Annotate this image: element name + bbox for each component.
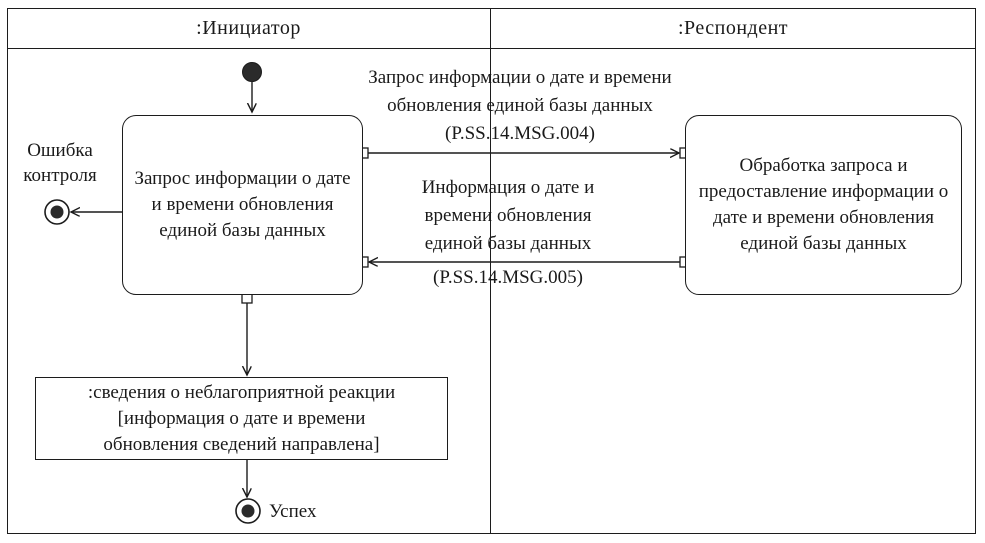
- success-final-label: Успех: [269, 501, 317, 522]
- header-separator-line: [7, 48, 976, 49]
- response-message-code: (P.SS.14.MSG.005): [433, 267, 583, 288]
- object-node-line1: :сведения о неблагоприятной реакции: [87, 381, 396, 403]
- error-final-label: Ошибка контроля: [23, 140, 97, 186]
- object-node-line2: [информация о дате и времени: [117, 407, 366, 429]
- request-message-line1: Запрос информации о дате и времени: [368, 67, 672, 88]
- response-message-line1: Информация о дате и: [421, 177, 595, 198]
- action-request-info-label: Запрос информации о дате и времени обновления единой базы данных: [134, 168, 351, 241]
- object-node-adverse-reaction-info: [35, 377, 448, 460]
- request-message-line2: обновления единой базы данных: [387, 95, 653, 116]
- request-message-label: [330, 64, 710, 148]
- lane-header-respondent: [490, 15, 976, 41]
- response-message-line2: времени обновления: [424, 205, 592, 226]
- action-process-request: [685, 115, 962, 295]
- request-message-code: (P.SS.14.MSG.004): [445, 123, 595, 144]
- action-request-info: [122, 115, 363, 295]
- action-process-request-label: Обработка запроса и предоставление информации о дате и времени обновления единой базы данных: [698, 155, 949, 254]
- lane-title-respondent: :Респондент: [677, 16, 789, 39]
- response-message-label: [383, 174, 633, 292]
- object-node-line3: обновления сведений направлена]: [103, 433, 380, 455]
- lane-title-initiator: :Инициатор: [196, 16, 301, 39]
- response-message-line3: единой базы данных: [424, 233, 592, 254]
- lane-header-initiator: [7, 15, 490, 41]
